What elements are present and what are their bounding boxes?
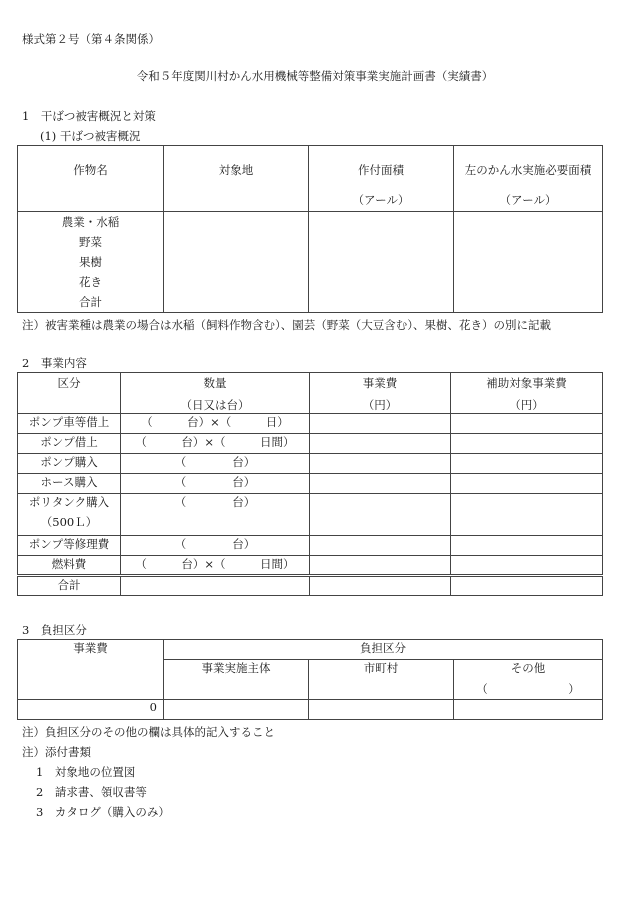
table-row xyxy=(18,454,603,474)
crop-fruit: 果樹 xyxy=(79,255,102,269)
col-irrigation-area: 左のかん水実施必要面積 （アール） xyxy=(454,146,603,212)
col-burden: 負担区分 xyxy=(164,640,603,660)
section3-heading: 3 負担区分 xyxy=(22,623,87,637)
col-category: 区分 xyxy=(18,373,121,414)
other-cell[interactable] xyxy=(454,700,603,720)
row-category: ポンプ等修理費 xyxy=(18,536,121,556)
row-quantity[interactable]: （ 台）×（ 日間） xyxy=(121,434,310,454)
row-cost[interactable] xyxy=(310,454,451,474)
attachment-item: 1 対象地の位置図 xyxy=(36,765,136,779)
section2-heading: 2 事業内容 xyxy=(22,356,87,370)
col-municipality: 市町村 xyxy=(309,660,454,700)
crop-total: 合計 xyxy=(79,295,102,309)
irrigation-area-cell[interactable] xyxy=(454,212,603,313)
section1-heading: 1 干ばつ被害概況と対策 xyxy=(22,109,156,123)
table-row xyxy=(18,434,603,454)
col-other: その他 （ ） xyxy=(454,660,603,700)
col-crop-name: 作物名 xyxy=(18,146,164,212)
section1-note: 注）被害業種は農業の場合は水稲（飼料作物含む）、園芸（野菜（大豆含む）、果樹、花き）の別に記載 xyxy=(22,318,551,332)
row-subsidy[interactable] xyxy=(451,474,603,494)
total-quantity[interactable] xyxy=(121,576,310,596)
row-subsidy[interactable] xyxy=(451,414,603,434)
burden-table xyxy=(17,639,603,720)
row-cost[interactable] xyxy=(310,536,451,556)
row-subsidy[interactable] xyxy=(451,494,603,536)
table-row xyxy=(18,414,603,434)
row-category: ポンプ借上 xyxy=(18,434,121,454)
row-subsidy[interactable] xyxy=(451,454,603,474)
crop-flowers: 花き xyxy=(79,275,102,289)
implementing-body-cell[interactable] xyxy=(164,700,309,720)
col-planted-area: 作付面積 （アール） xyxy=(309,146,454,212)
crop-rice: 農業・水稲 xyxy=(61,215,120,229)
row-quantity[interactable]: （ 台） xyxy=(121,454,310,474)
municipality-cell[interactable] xyxy=(309,700,454,720)
row-quantity[interactable]: （ 台） xyxy=(121,494,310,536)
row-quantity[interactable]: （ 台）×（ 日間） xyxy=(121,556,310,576)
attachment-item: 3 カタログ（購入のみ） xyxy=(36,805,170,819)
row-cost[interactable] xyxy=(310,494,451,536)
row-category: ポンプ購入 xyxy=(18,454,121,474)
row-category: ポンプ車等借上 xyxy=(18,414,121,434)
row-category: 燃料費 xyxy=(18,556,121,576)
row-category: ポリタンク購入 （500Ｌ） xyxy=(18,494,121,536)
table-row xyxy=(18,536,603,556)
burden-note: 注）負担区分のその他の欄は具体的記入すること xyxy=(22,725,275,739)
attachments-heading: 注）添付書類 xyxy=(22,745,91,759)
row-quantity[interactable]: （ 台）×（ 日） xyxy=(121,414,310,434)
col-implementing-body: 事業実施主体 xyxy=(164,660,309,700)
drought-damage-table xyxy=(17,145,603,313)
row-subsidy[interactable] xyxy=(451,536,603,556)
row-quantity[interactable]: （ 台） xyxy=(121,536,310,556)
col-quantity: 数量 （日又は台） xyxy=(121,373,310,414)
row-quantity[interactable]: （ 台） xyxy=(121,474,310,494)
attachment-item: 2 請求書、領収書等 xyxy=(36,785,147,799)
col-project-cost: 事業費 （円） xyxy=(310,373,451,414)
total-label: 合計 xyxy=(18,576,121,596)
row-subsidy[interactable] xyxy=(451,556,603,576)
col-cost: 事業費 xyxy=(18,640,164,700)
total-subsidy[interactable] xyxy=(451,576,603,596)
crop-list xyxy=(18,212,164,313)
row-cost[interactable] xyxy=(310,474,451,494)
row-cost[interactable] xyxy=(310,414,451,434)
row-category: ホース購入 xyxy=(18,474,121,494)
target-land-cell[interactable] xyxy=(164,212,309,313)
row-subsidy[interactable] xyxy=(451,434,603,454)
row-cost[interactable] xyxy=(310,556,451,576)
document-title: 令和５年度関川村かん水用機械等整備対策事業実施計画書（実績書） xyxy=(136,69,494,83)
col-subsidy-cost: 補助対象事業費 （円） xyxy=(451,373,603,414)
table-row xyxy=(18,494,603,536)
total-row xyxy=(18,576,603,596)
section1-subheading: (1) 干ばつ被害概況 xyxy=(40,129,141,143)
planted-area-cell[interactable] xyxy=(309,212,454,313)
col-target-land: 対象地 xyxy=(164,146,309,212)
cost-value[interactable]: 0 xyxy=(18,700,164,720)
crop-vegetables: 野菜 xyxy=(79,235,102,249)
row-cost[interactable] xyxy=(310,434,451,454)
project-content-table xyxy=(17,372,603,596)
total-cost[interactable] xyxy=(310,576,451,596)
table-row xyxy=(18,556,603,576)
table-row xyxy=(18,474,603,494)
form-number: 様式第２号（第４条関係） xyxy=(22,32,160,46)
